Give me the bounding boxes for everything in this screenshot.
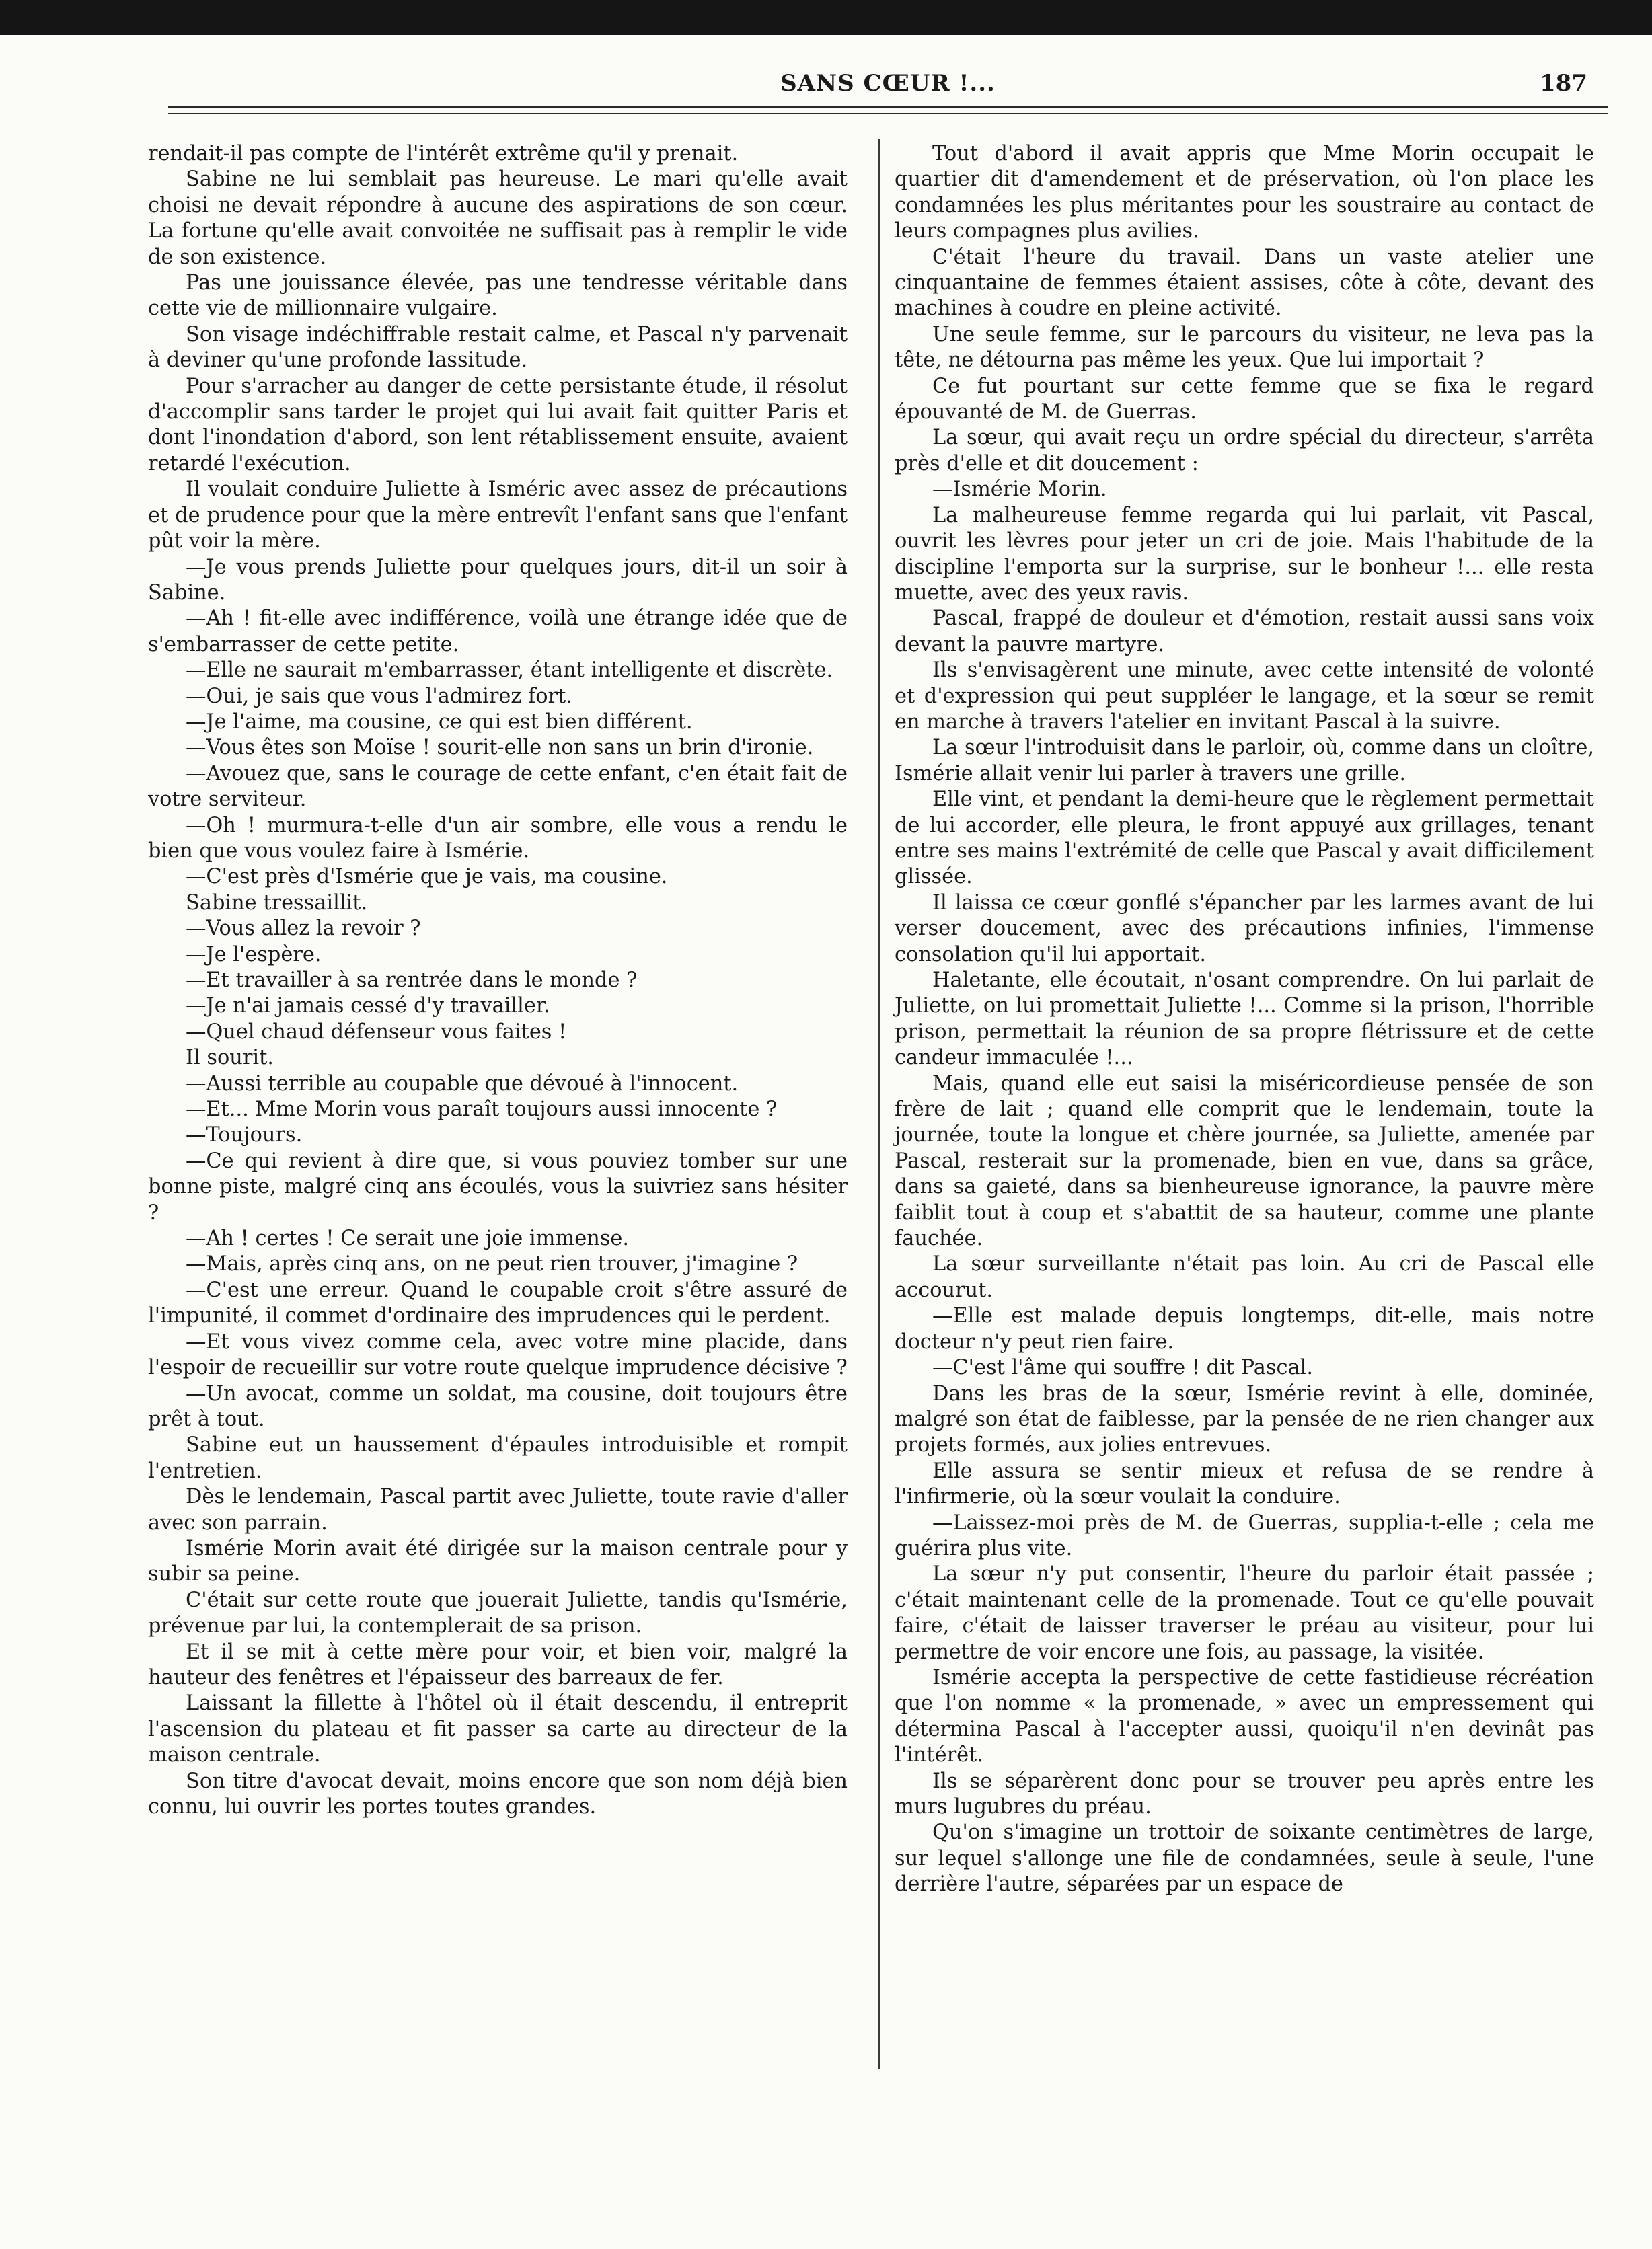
paragraph: La sœur n'y put consentir, l'heure du parloir était passée ; c'était maintenant celle de la promenade. Tout ce qu'elle pouvait faire, c'était de laisser traverser le préau au visiteur, pour lui permettre de voir encore une fois, au passage, la visitée.	[895, 1562, 1594, 1664]
paragraph: Pas une jouissance élevée, pas une tendresse véritable dans cette vie de millionnaire vulgaire.	[148, 271, 848, 321]
paragraph: —Quel chaud défenseur vous faites !	[186, 1020, 567, 1044]
paragraph: —Vous allez la revoir ?	[186, 917, 421, 941]
paragraph: Ils se séparèrent donc pour se trouver peu après entre les murs lugubres du préau.	[895, 1769, 1594, 1819]
right-column	[895, 141, 1594, 1898]
paragraph: Dès le lendemain, Pascal partit avec Juliette, toute ravie d'aller avec son parrain.	[148, 1485, 848, 1535]
paragraph: —Toujours.	[186, 1123, 303, 1147]
paragraph: —Elle ne saurait m'embarrasser, étant intelligente et discrète.	[186, 658, 833, 683]
paragraph: Qu'on s'imagine un trottoir de soixante centimètres de large, sur lequel s'allonge une file de condamnées, seule à seule, l'une derrière l'autre, séparées par un espace de	[895, 1821, 1594, 1897]
paragraph: Pour s'arracher au danger de cette persistante étude, il résolut d'accomplir sans tarder le projet qui lui avait fait quitter Paris et dont l'inondation d'abord, son lent rétablissement ensuite, avaient retardé l'exécution.	[148, 374, 848, 475]
paragraph: Il voulait conduire Juliette à Isméric avec assez de précautions et de prudence pour que la mère entrevît l'enfant sans que l'enfant pût voir la mère.	[148, 478, 848, 554]
paragraph: Elle assura se sentir mieux et refusa de se rendre à l'infirmerie, où la sœur voulait la conduire.	[895, 1459, 1594, 1509]
top-black-band	[0, 0, 1652, 35]
paragraph: —C'est l'âme qui souffre ! dit Pascal.	[932, 1356, 1313, 1380]
paragraph: —Je vous prends Juliette pour quelques jours, dit-il un soir à Sabine.	[148, 555, 848, 605]
paragraph: —Aussi terrible au coupable que dévoué à l'innocent.	[186, 1071, 739, 1096]
paragraph: —Oui, je sais que vous l'admirez fort.	[186, 684, 572, 708]
paragraph: La sœur surveillante n'était pas loin. Au cri de Pascal elle accourut.	[895, 1252, 1594, 1302]
paragraph: Une seule femme, sur le parcours du visiteur, ne leva pas la tête, ne détourna pas même les yeux. Que lui importait ?	[895, 322, 1594, 373]
page-number: 187	[1540, 70, 1587, 97]
paragraph: —Laissez-moi près de M. de Guerras, supplia-t-elle ; cela me guérira plus vite.	[895, 1511, 1594, 1560]
paragraph: —Oh ! murmura-t-elle d'un air sombre, elle vous a rendu le bien que vous voulez faire à Ismérie.	[148, 813, 848, 863]
column-divider	[878, 139, 880, 2069]
paragraph: —Avouez que, sans le courage de cette enfant, c'en était fait de votre serviteur.	[148, 761, 848, 812]
paragraph: —Et travailler à sa rentrée dans le monde ?	[186, 968, 638, 992]
paragraph: C'était l'heure du travail. Dans un vaste atelier une cinquantaine de femmes étaient assises, côte à côte, devant des machines à coudre en pleine activité.	[895, 245, 1594, 321]
paragraph: —Et vous vivez comme cela, avec votre mine placide, dans l'espoir de recueillir sur votre route quelque imprudence décisive ?	[148, 1330, 848, 1380]
paragraph: —Elle est malade depuis longtemps, dit-elle, mais notre docteur n'y peut rien faire.	[895, 1304, 1594, 1354]
header-rule	[168, 106, 1608, 108]
paragraph: La sœur l'introduisit dans le parloir, où, comme dans un cloître, Ismérie allait venir lui parler à travers une grille.	[895, 736, 1594, 786]
paragraph: —C'est près d'Ismérie que je vais, ma cousine.	[186, 865, 668, 889]
paragraph: Ismérie accepta la perspective de cette fastidieuse récréation que l'on nomme « la promenade, » avec un empressement qui détermina Pascal à l'accepter aussi, quoiqu'il n'en devinât pas l'intérêt.	[895, 1665, 1594, 1767]
header-rule-thin	[168, 113, 1608, 114]
paragraph: Tout d'abord il avait appris que Mme Morin occupait le quartier dit d'amendement et de préservation, où l'on place les condamnées les plus méritantes pour les soustraire au contact de leurs compagnes plus avilies.	[895, 142, 1594, 243]
paragraph: —Et... Mme Morin vous paraît toujours aussi innocente ?	[186, 1098, 778, 1122]
paragraph: —Mais, après cinq ans, on ne peut rien trouver, j'imagine ?	[186, 1252, 798, 1276]
paragraph: Dans les bras de la sœur, Ismérie revint à elle, dominée, malgré son état de faiblesse, par la pensée de ne rien changer aux projets formés, aux jolies entrevues.	[895, 1381, 1594, 1457]
paragraph: rendait-il pas compte de l'intérêt extrême qu'il y prenait.	[148, 142, 739, 165]
paragraph: Laissant la fillette à l'hôtel où il était descendu, il entreprit l'ascension du plateau et fit passer sa carte au directeur de la maison centrale.	[148, 1691, 848, 1767]
paragraph: Sabine eut un haussement d'épaules introduisible et rompit l'entretien.	[148, 1433, 848, 1483]
paragraph: Il laissa ce cœur gonflé s'épancher par les larmes avant de lui verser doucement, avec des précautions infinies, l'immense consolation qu'il lui apportait.	[895, 890, 1594, 966]
paragraph: Il sourit.	[186, 1046, 274, 1070]
paragraph: Ils s'envisagèrent une minute, avec cette intensité de volonté et d'expression qui peut suppléer le langage, et la sœur se remit en marche à travers l'atelier en invitant Pascal à la suivre.	[895, 658, 1594, 734]
paragraph: —Ismérie Morin.	[932, 478, 1107, 502]
paragraph: Elle vint, et pendant la demi-heure que le règlement permettait de lui accorder, elle pleura, le front appuyé aux grillages, tenant entre ses mains l'extrémité de celle que Pascal y avait difficilement glissée.	[895, 788, 1594, 889]
running-header	[168, 70, 1608, 102]
paragraph: —Ah ! fit-elle avec indifférence, voilà une étrange idée que de s'embarrasser de cette petite.	[148, 607, 848, 656]
paragraph: —Je l'aime, ma cousine, ce qui est bien différent.	[186, 710, 693, 734]
left-column	[148, 141, 848, 1820]
paragraph: Sabine tressaillit.	[186, 890, 368, 915]
paragraph: C'était sur cette route que jouerait Juliette, tandis qu'Ismérie, prévenue par lui, la contemplerait de sa prison.	[148, 1588, 848, 1638]
running-title: SANS CŒUR !...	[780, 70, 996, 97]
paragraph: —Je l'espère.	[186, 942, 322, 966]
paragraph: Et il se mit à cette mère pour voir, et bien voir, malgré la hauteur des fenêtres et l'épaisseur des barreaux de fer.	[148, 1640, 848, 1689]
paragraph: Son visage indéchiffrable restait calme, et Pascal n'y parvenait à deviner qu'une profonde lassitude.	[148, 322, 848, 373]
paragraph: Ce fut pourtant sur cette femme que se fixa le regard épouvanté de M. de Guerras.	[895, 374, 1594, 424]
paragraph: La sœur, qui avait reçu un ordre spécial du directeur, s'arrêta près d'elle et dit doucement :	[895, 426, 1594, 475]
paragraph: Haletante, elle écoutait, n'osant comprendre. On lui parlait de Juliette, on lui promettait Juliette !... Comme si la prison, l'horrible prison, permettait la réunion de sa propre flétrissure et de cette candeur immaculée !...	[895, 968, 1594, 1070]
paragraph: —Un avocat, comme un soldat, ma cousine, doit toujours être prêt à tout.	[148, 1381, 848, 1431]
paragraph: Mais, quand elle eut saisi la miséricordieuse pensée de son frère de lait ; quand elle comprit que le lendemain, toute la journée, toute la longue et chère journée, sa Juliette, amenée par Pascal, resterait sur la promenade, bien en vue, dans sa grâce, dans sa gaieté, dans sa bienheureuse ignorance, la pauvre mère faiblit tout à coup et s'abattit de sa hauteur, comme une plante fauchée.	[895, 1071, 1594, 1251]
paragraph: —Ce qui revient à dire que, si vous pouviez tomber sur une bonne piste, malgré cinq ans écoulés, vous la suivriez sans hésiter ?	[148, 1149, 848, 1225]
paragraph: La malheureuse femme regarda qui lui parlait, vit Pascal, ouvrit les lèvres pour jeter un cri de joie. Mais l'habitude de la discipline l'emporta sur la surprise, sur le bonheur !... elle resta muette, avec des yeux ravis.	[895, 503, 1594, 605]
paragraph: —C'est une erreur. Quand le coupable croit s'être assuré de l'impunité, il commet d'ordinaire des imprudences qui le perdent.	[148, 1278, 848, 1328]
paragraph: —Ah ! certes ! Ce serait une joie immense.	[186, 1227, 630, 1251]
paragraph: Sabine ne lui semblait pas heureuse. Le mari qu'elle avait choisi ne devait répondre à aucune des aspirations de son cœur. La fortune qu'elle avait convoitée ne suffisait pas à remplir le vide de son existence.	[148, 167, 848, 269]
paragraph: Son titre d'avocat devait, moins encore que son nom déjà bien connu, lui ouvrir les portes toutes grandes.	[148, 1769, 848, 1819]
paragraph: Pascal, frappé de douleur et d'émotion, restait aussi sans voix devant la pauvre martyre.	[895, 607, 1594, 656]
paragraph: —Je n'ai jamais cessé d'y travailler.	[186, 994, 550, 1018]
paragraph: —Vous êtes son Moïse ! sourit-elle non sans un brin d'ironie.	[186, 736, 814, 760]
paragraph: Ismérie Morin avait été dirigée sur la maison centrale pour y subir sa peine.	[148, 1536, 848, 1587]
